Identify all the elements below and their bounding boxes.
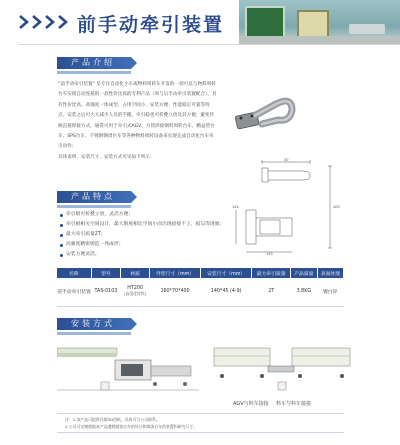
th-install-size: 安装尺寸（mm） — [201, 268, 252, 278]
section-bar-arrow — [131, 318, 137, 330]
dim-label-right: 400 — [333, 205, 340, 209]
cell-max-load: 2T — [252, 278, 291, 306]
table-row — [57, 278, 344, 306]
intro-paragraph-1: “前手动牵引装置” 是专注自动化小车或物料周转车开发的一款可以与物料周转台车实现自动连接的一款性价比高的专利产品（周与后手动牵引装置配合），具有性价比高、高强度一体成型、占用空间小、安装方便、性能稳定可靠等特点，安装之后可大大减少人员的手搬，牵引稳也可折叠立放及其方便，避免传统直接焊接方式，通常可用于牵引式AGV、方管焊接钢料周转台车、精益管台车、SPS台车、不锈钢钢周台车等各种物料周转设备来实现完成自动化台车牵引动作； — [58, 82, 217, 150]
dim-label-bottom: 145 — [266, 252, 273, 256]
note-line-2: 2.公司可定制根据本产品遵照顾客台车的设计和顾客台车的装置和研究尺寸。 — [65, 424, 198, 429]
chevron-right-icon — [44, 14, 56, 30]
chevron-group — [18, 14, 69, 30]
th-surface: 表面处理 — [317, 268, 343, 278]
section-bar-arrow — [131, 191, 137, 203]
install-diagram-agv — [57, 346, 199, 396]
section-title-intro: 产品介绍 — [71, 58, 115, 67]
notes-box — [57, 413, 344, 433]
note-line-1: 注：1.该产品可提供详细3D图纸，具体可与公司联系。 — [65, 417, 160, 422]
material-value: HT200 — [127, 286, 143, 292]
th-name: 名称 — [57, 268, 91, 278]
th-material: 材质 — [121, 268, 150, 278]
cell-install-size: 140*45 (4-9) — [201, 278, 252, 306]
section-bar-features — [57, 191, 131, 203]
section-underline — [57, 71, 131, 74]
th-model: 型号 — [91, 268, 121, 278]
section-title-install: 安装方式 — [71, 319, 115, 328]
cell-outer-size: 160*70*400 — [149, 278, 200, 306]
th-max-load: 最大牵引质量 — [252, 268, 291, 278]
th-outer-size: 外型尺寸（mm） — [149, 268, 200, 278]
photo-agv — [349, 24, 385, 34]
cell-weight: 3.8KG — [291, 278, 317, 306]
photo-cart-frame — [297, 10, 329, 38]
section-bar-intro — [57, 57, 131, 69]
dim-label-top: 30 — [284, 158, 289, 162]
header-photo — [239, 0, 400, 44]
header-divider — [18, 44, 400, 45]
feature-item: 安装方便灵活。 — [60, 250, 224, 260]
install-caption-cart: 料车与料车接接 — [276, 401, 312, 407]
chevron-right-icon — [18, 14, 30, 30]
feature-item: 牵引板可折叠立放，灵活方便； — [60, 210, 224, 220]
cell-name: 前手动牵引装置 — [57, 278, 91, 306]
page-title: 前手动牵引装置 — [77, 14, 225, 36]
technical-drawing — [232, 158, 350, 256]
section-bar-install — [57, 318, 131, 330]
section-underline — [57, 332, 131, 335]
intro-paragraph-2: 具体说明、安装尺寸、安装方式可见如下所示： — [58, 154, 155, 160]
intro-text — [58, 80, 218, 163]
cell-model: TAS-0103 — [91, 278, 121, 306]
section-title-features: 产品特点 — [71, 192, 115, 201]
install-caption-agv: AGV与料车接接 — [233, 401, 269, 407]
spec-table — [57, 268, 344, 307]
feature-item: 最大牵引质量2T； — [60, 230, 224, 240]
section-bar-arrow — [131, 57, 137, 69]
cell-material — [121, 278, 150, 306]
feature-item: 牵引板相关空间设计，最大限度相比空间小而出现接接不上，损勾等现象； — [60, 220, 224, 230]
cell-surface: 镀白锌 — [317, 278, 343, 306]
material-note: (高强度铸铁) — [124, 291, 147, 297]
feature-item: 高强度精密铸造一体成形； — [60, 240, 224, 250]
table-header-row — [57, 268, 344, 278]
feature-list — [60, 210, 224, 260]
page-header — [0, 0, 400, 48]
section-underline — [57, 205, 131, 208]
product-photo — [232, 88, 298, 138]
chevron-right-icon — [31, 14, 43, 30]
photo-rack — [245, 6, 285, 40]
chevron-right-icon — [57, 14, 69, 30]
install-diagram-cart — [212, 346, 354, 398]
th-weight: 产品质量 — [291, 268, 317, 278]
photo-floor — [239, 36, 400, 44]
dim-label-left: 144 — [232, 205, 239, 209]
